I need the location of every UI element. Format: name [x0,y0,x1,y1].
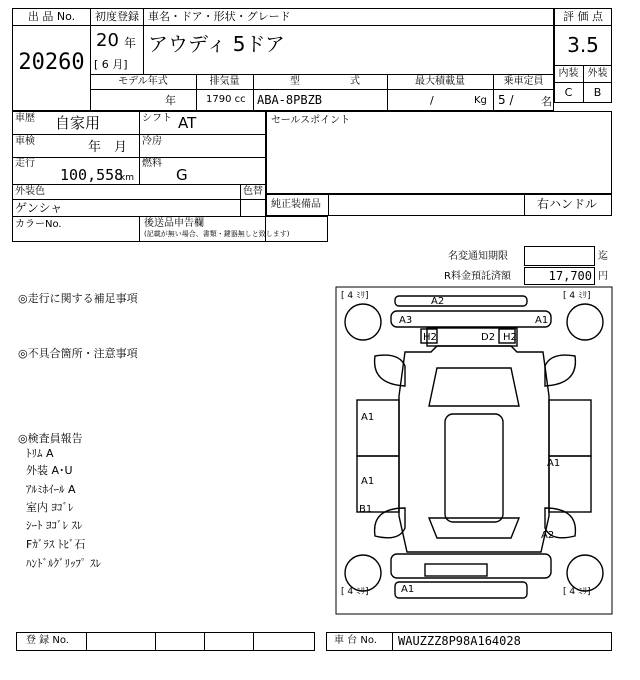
damage-mark-front-left: A3 [399,315,413,326]
damage-mark-left-rear-fender: B1 [359,504,373,515]
inspector-line: Fｶﾞﾗｽ ﾄﾋﾞ石 [26,538,86,551]
capacity-unit: 名 [541,95,552,108]
history-value: 自家用 [55,114,101,132]
rear-bumper [395,582,527,598]
capacity-value: 5 / [498,93,514,107]
lot-number: 20260 [18,50,85,75]
car-name-label: 車名・ドア・形状・グレード [148,10,291,23]
exterior-color-value: ゲンシャ [15,201,63,215]
year-unit: 年 [124,36,137,50]
genuine-equipment-label: 純正装備品 [271,199,321,210]
damage-mark-front-right: A1 [535,315,549,326]
exterior-grade: B [593,86,602,99]
repaint-label: 色替 [243,186,263,197]
shift-value: AT [178,114,197,132]
chassis-number: WAUZZZ8P98A164028 [398,634,521,648]
tire-depth-front-left: [ 4 ﾐﾘ] [341,291,369,301]
max-load-unit: Kg [474,95,487,106]
displacement-label: 排気量 [209,76,240,87]
inspector-line: ﾄﾘﾑ A [26,447,54,460]
diagram-frame [336,287,612,614]
registration-number-label: 登 録 No. [26,635,69,646]
tire-rear-left-icon [345,555,381,591]
inspection-value: 年 月 [88,140,128,155]
inspection-label: 車検 [15,136,35,147]
tire-depth-rear-right: [ 4 ﾐﾘ] [563,587,591,597]
name-change-deadline-label: 名変通知期限 [448,251,508,262]
fuel-label: 燃料 [142,158,162,169]
tire-rear-right-icon [567,555,603,591]
shift-label: シフト [142,113,172,124]
history-label: 車歴 [15,113,35,124]
score-value: 3.5 [567,33,599,57]
damage-mark-rear-bumper: A1 [401,584,415,595]
damage-mark-headlight-left: H2 [423,332,437,343]
ac-label: 冷房 [142,136,162,147]
name-change-deadline-suffix: 迄 [598,251,608,262]
first-registration-year: 20 [96,30,119,51]
damage-mark-grille: D2 [481,332,496,343]
lot-number-label: 出 品 No. [27,10,76,23]
sales-points-label: セールスポイント [271,115,351,126]
interior-grade: C [564,86,573,99]
damage-mark-left-rear-door: A1 [361,476,375,487]
defects-label: ◎不具合箇所・注意事項 [18,347,138,360]
license-plate [425,564,487,576]
color-number-label: カラーNo. [15,219,62,230]
body-outline [399,346,549,552]
recycle-fee-value: 17,700 [548,269,592,283]
damage-mark-right-door: A1 [547,458,561,469]
inspector-line: 室内 ﾖｺﾞﾚ [26,501,74,514]
mileage-unit: km [120,173,134,183]
car-name: アウディ 5ドア [148,32,285,56]
max-load-slash: / [430,94,434,107]
rear-panel [391,554,551,578]
inspector-line: ｱﾙﾐﾎｲｰﾙ A [26,483,76,496]
damage-mark-right-rear-fender: A2 [541,530,555,541]
left-front-door [357,400,399,456]
score-label: 評 価 点 [563,10,603,23]
inspector-line: ｼｰﾄ ﾖｺﾞﾚ ｽﾚ [26,519,83,532]
damage-mark-headlight-right: H2 [503,332,517,343]
first-registration-label: 初度登録 [95,10,139,23]
displacement-value: 1790 cc [206,94,246,105]
driving-notes-label: ◎走行に関する補足事項 [18,292,138,305]
model-year-label: モデル年式 [118,76,168,87]
documents-note: (記載が無い場合、書類・鍵器無しと致します) [144,230,290,238]
model-label-1: 型 [290,76,300,87]
steering-side: 右ハンドル [537,197,598,211]
interior-label: 内装 [558,68,579,79]
max-load-label: 最大積載量 [415,76,465,87]
tire-depth-front-right: [ 4 ﾐﾘ] [563,291,591,301]
capacity-label: 乗車定員 [503,76,544,87]
right-front-door [549,400,591,456]
fuel-value: G [176,166,188,184]
first-registration-month: [ 6 月] [94,58,128,71]
model-value: ABA-8PBZB [257,93,323,107]
recycle-fee-unit: 円 [598,271,608,282]
front-bumper [395,296,527,306]
name-change-deadline-box [524,246,595,266]
recycle-fee-label: R料金預託済額 [444,271,511,282]
exterior-color-label: 外装色 [15,186,45,197]
chassis-number-label: 車 台 No. [334,635,377,646]
model-label-2: 式 [350,76,360,87]
inspector-line: ﾊﾝﾄﾞﾙｸﾞﾘｯﾌﾟ ｽﾚ [26,557,101,570]
front-panel [391,311,551,327]
roof [445,414,503,522]
car-damage-diagram [335,286,615,616]
documents-label: 後送品申告欄 [144,218,204,229]
windshield [429,368,519,406]
tire-front-left-icon [345,304,381,340]
rear-window [429,518,519,538]
model-year-value: 年 [165,94,176,107]
front-fender-right [545,355,575,386]
inspector-report-label: ◎検査員報告 [18,432,83,445]
tire-front-right-icon [567,304,603,340]
mileage-value: 100,558 [60,166,124,184]
tire-depth-rear-left: [ 4 ﾐﾘ] [341,587,369,597]
damage-mark-front-bumper: A2 [431,296,445,307]
damage-mark-left-front-door: A1 [361,412,375,423]
inspector-line: 外装 A･U [26,464,73,477]
mileage-label: 走行 [15,158,35,169]
exterior-label: 外装 [587,68,608,79]
